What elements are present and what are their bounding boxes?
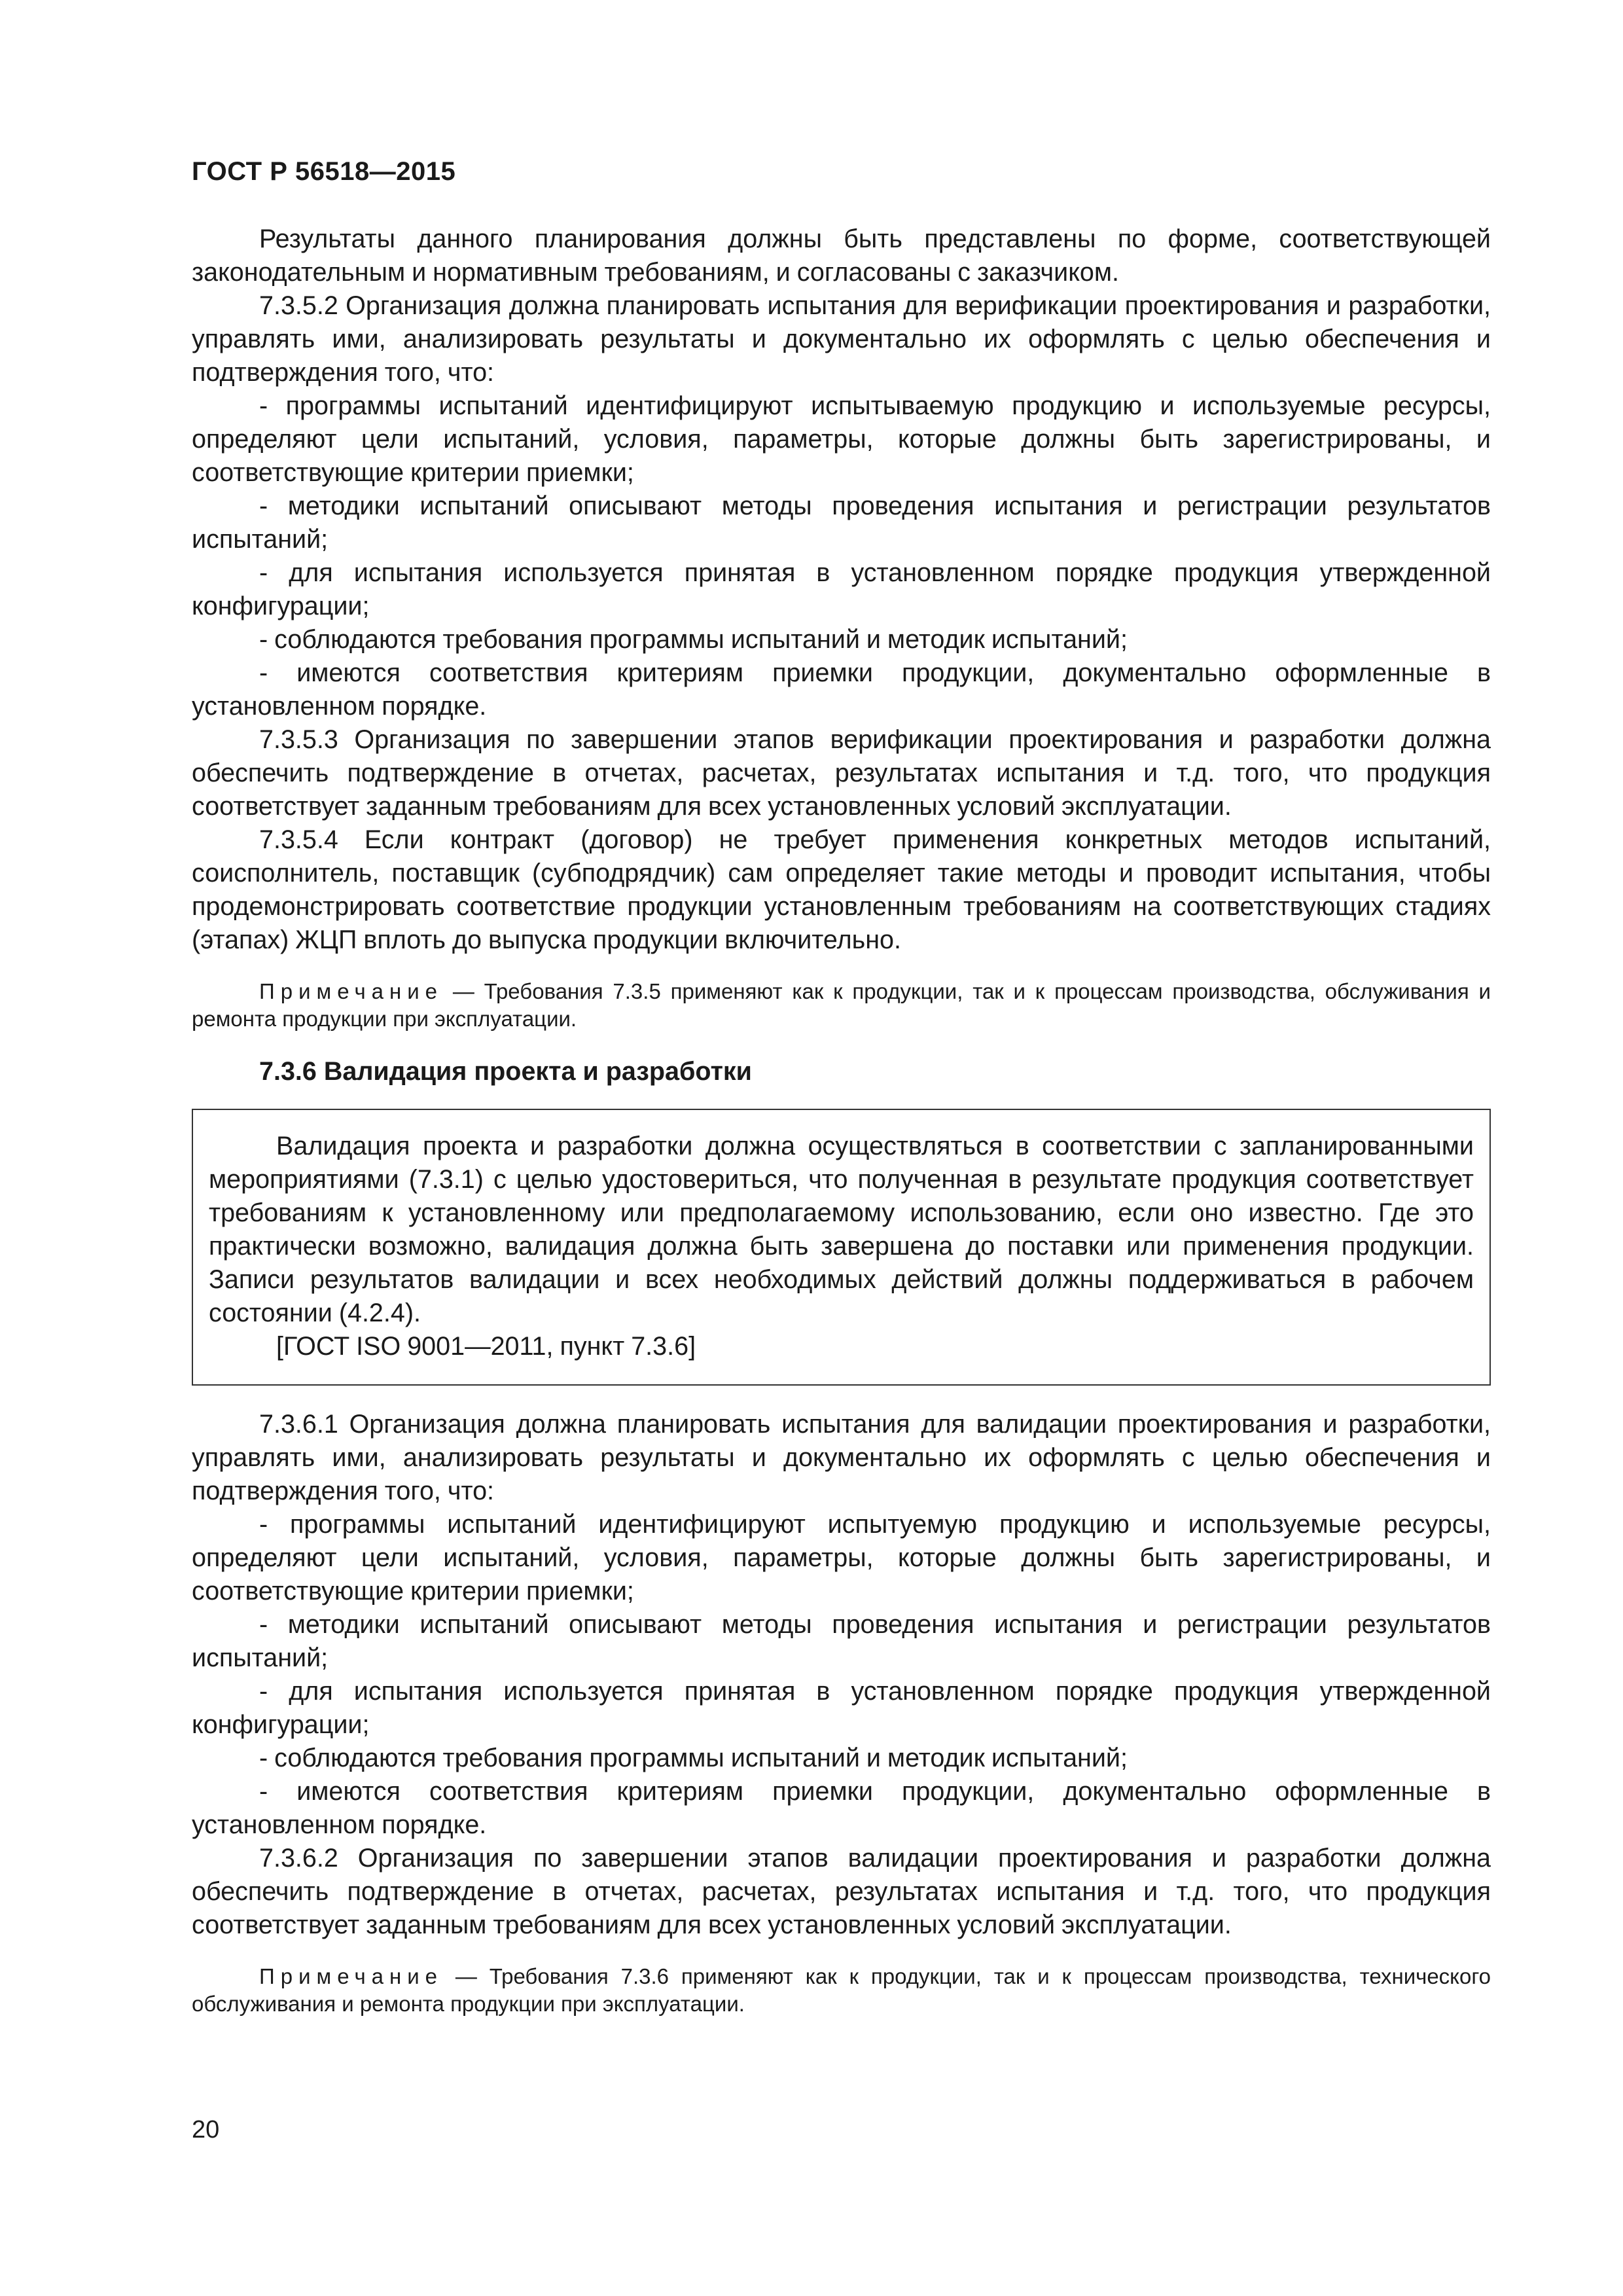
paragraph-planning-results: Результаты данного планирования должны быть представлены по форме, соответствующей законодательным и нормативным требованиям, и согласованы с заказчиком. <box>192 224 1491 287</box>
paragraph-7-3-5-2: 7.3.5.2 Организация должна планировать испытания для верификации проектирования и разработки, управлять ими, анализировать результаты и документально их оформлять с целью обеспечения и подтверждения того, что: <box>192 291 1491 387</box>
list-item: - программы испытаний идентифицируют испытуемую продукцию и используемые ресурсы, определяют цели испытаний, условия, параметры, которые должны быть зарегистрированы, и соответствующие критерии приемки; <box>192 1510 1491 1605</box>
paragraph-7-3-5-3: 7.3.5.3 Организация по завершении этапов верификации проектирования и разработки должна обеспечить подтверждение в отчетах, расчетах, результатах испытания и т.д. того, что продукция соответствует заданным требованиям для всех установленных условий эксплуатации. <box>192 725 1491 821</box>
list-item: - программы испытаний идентифицируют испытываемую продукцию и используемые ресурсы, определяют цели испытаний, условия, параметры, которые должны быть зарегистрированы, и соответствующие критерии приемки; <box>192 391 1491 487</box>
document-header: ГОСТ Р 56518—2015 <box>192 157 456 186</box>
list-item: - соблюдаются требования программы испытаний и методик испытаний; <box>259 625 1128 654</box>
page-number: 20 <box>192 2116 220 2144</box>
paragraph-7-3-6-2: 7.3.6.2 Организация по завершении этапов валидации проектирования и разработки должна обеспечить подтверждение в отчетах, расчетах, результатах испытания и т.д. того, что продукция соответствует заданным требованиям для всех установленных условий эксплуатации. <box>192 1844 1491 1939</box>
note-label: Примечание <box>259 1964 444 1988</box>
list-item: - для испытания используется принятая в установленном порядке продукция утвержденной конфигурации; <box>192 558 1491 620</box>
note-label: Примечание <box>259 979 444 1003</box>
note-7-3-6 <box>192 1963 1491 2018</box>
page-body <box>192 223 1491 2018</box>
quoted-requirement-reference: [ГОСТ ISO 9001—2011, пункт 7.3.6] <box>276 1332 696 1361</box>
note-text: — Требования 7.3.6 применяют как к продукции, так и к процессам производства, технического обслуживания и ремонта продукции при эксплуатации. <box>192 1964 1491 2016</box>
note-text: — Требования 7.3.5 применяют как к продукции, так и к процессам производства, обслуживания и ремонта продукции при эксплуатации. <box>192 979 1491 1031</box>
list-item: - методики испытаний описывают методы проведения испытания и регистрации результатов испытаний; <box>192 1610 1491 1672</box>
list-item: - соблюдаются требования программы испытаний и методик испытаний; <box>259 1744 1128 1772</box>
quoted-requirement-text: Валидация проекта и разработки должна осуществляться в соответствии с запланированными мероприятиями (7.3.1) с целью удостовериться, что полученная в результате продукция соответствует требованиям к установленному или предполагаемому использованию, если оно известно. Где это практически возможно, валидация должна быть завершена до поставки или применения продукции. Записи результатов валидации и всех необходимых действий должны поддерживаться в рабочем состоянии (4.2.4). <box>209 1132 1474 1327</box>
paragraph-7-3-6-1: 7.3.6.1 Организация должна планировать испытания для валидации проектирования и разработки, управлять ими, анализировать результаты и документально их оформлять с целью обеспечения и подтверждения того, что: <box>192 1410 1491 1505</box>
list-item: - для испытания используется принятая в установленном порядке продукция утвержденной конфигурации; <box>192 1677 1491 1739</box>
list-item: - методики испытаний описывают методы проведения испытания и регистрации результатов испытаний; <box>192 492 1491 554</box>
section-heading-7-3-6: 7.3.6 Валидация проекта и разработки <box>259 1057 752 1086</box>
paragraph-7-3-5-4: 7.3.5.4 Если контракт (договор) не требует применения конкретных методов испытаний, соисполнитель, поставщик (субподрядчик) сам определяет такие методы и проводит испытания, чтобы продемонстрировать соответствие продукции установленным требованиям на соответствующих стадиях (этапах) ЖЦП вплоть до выпуска продукции включительно. <box>192 825 1491 954</box>
list-item: - имеются соответствия критериям приемки продукции, документально оформленные в установленном порядке. <box>192 658 1491 721</box>
note-7-3-5 <box>192 978 1491 1033</box>
quoted-requirement-box <box>192 1109 1491 1386</box>
list-item: - имеются соответствия критериям приемки продукции, документально оформленные в установленном порядке. <box>192 1777 1491 1839</box>
